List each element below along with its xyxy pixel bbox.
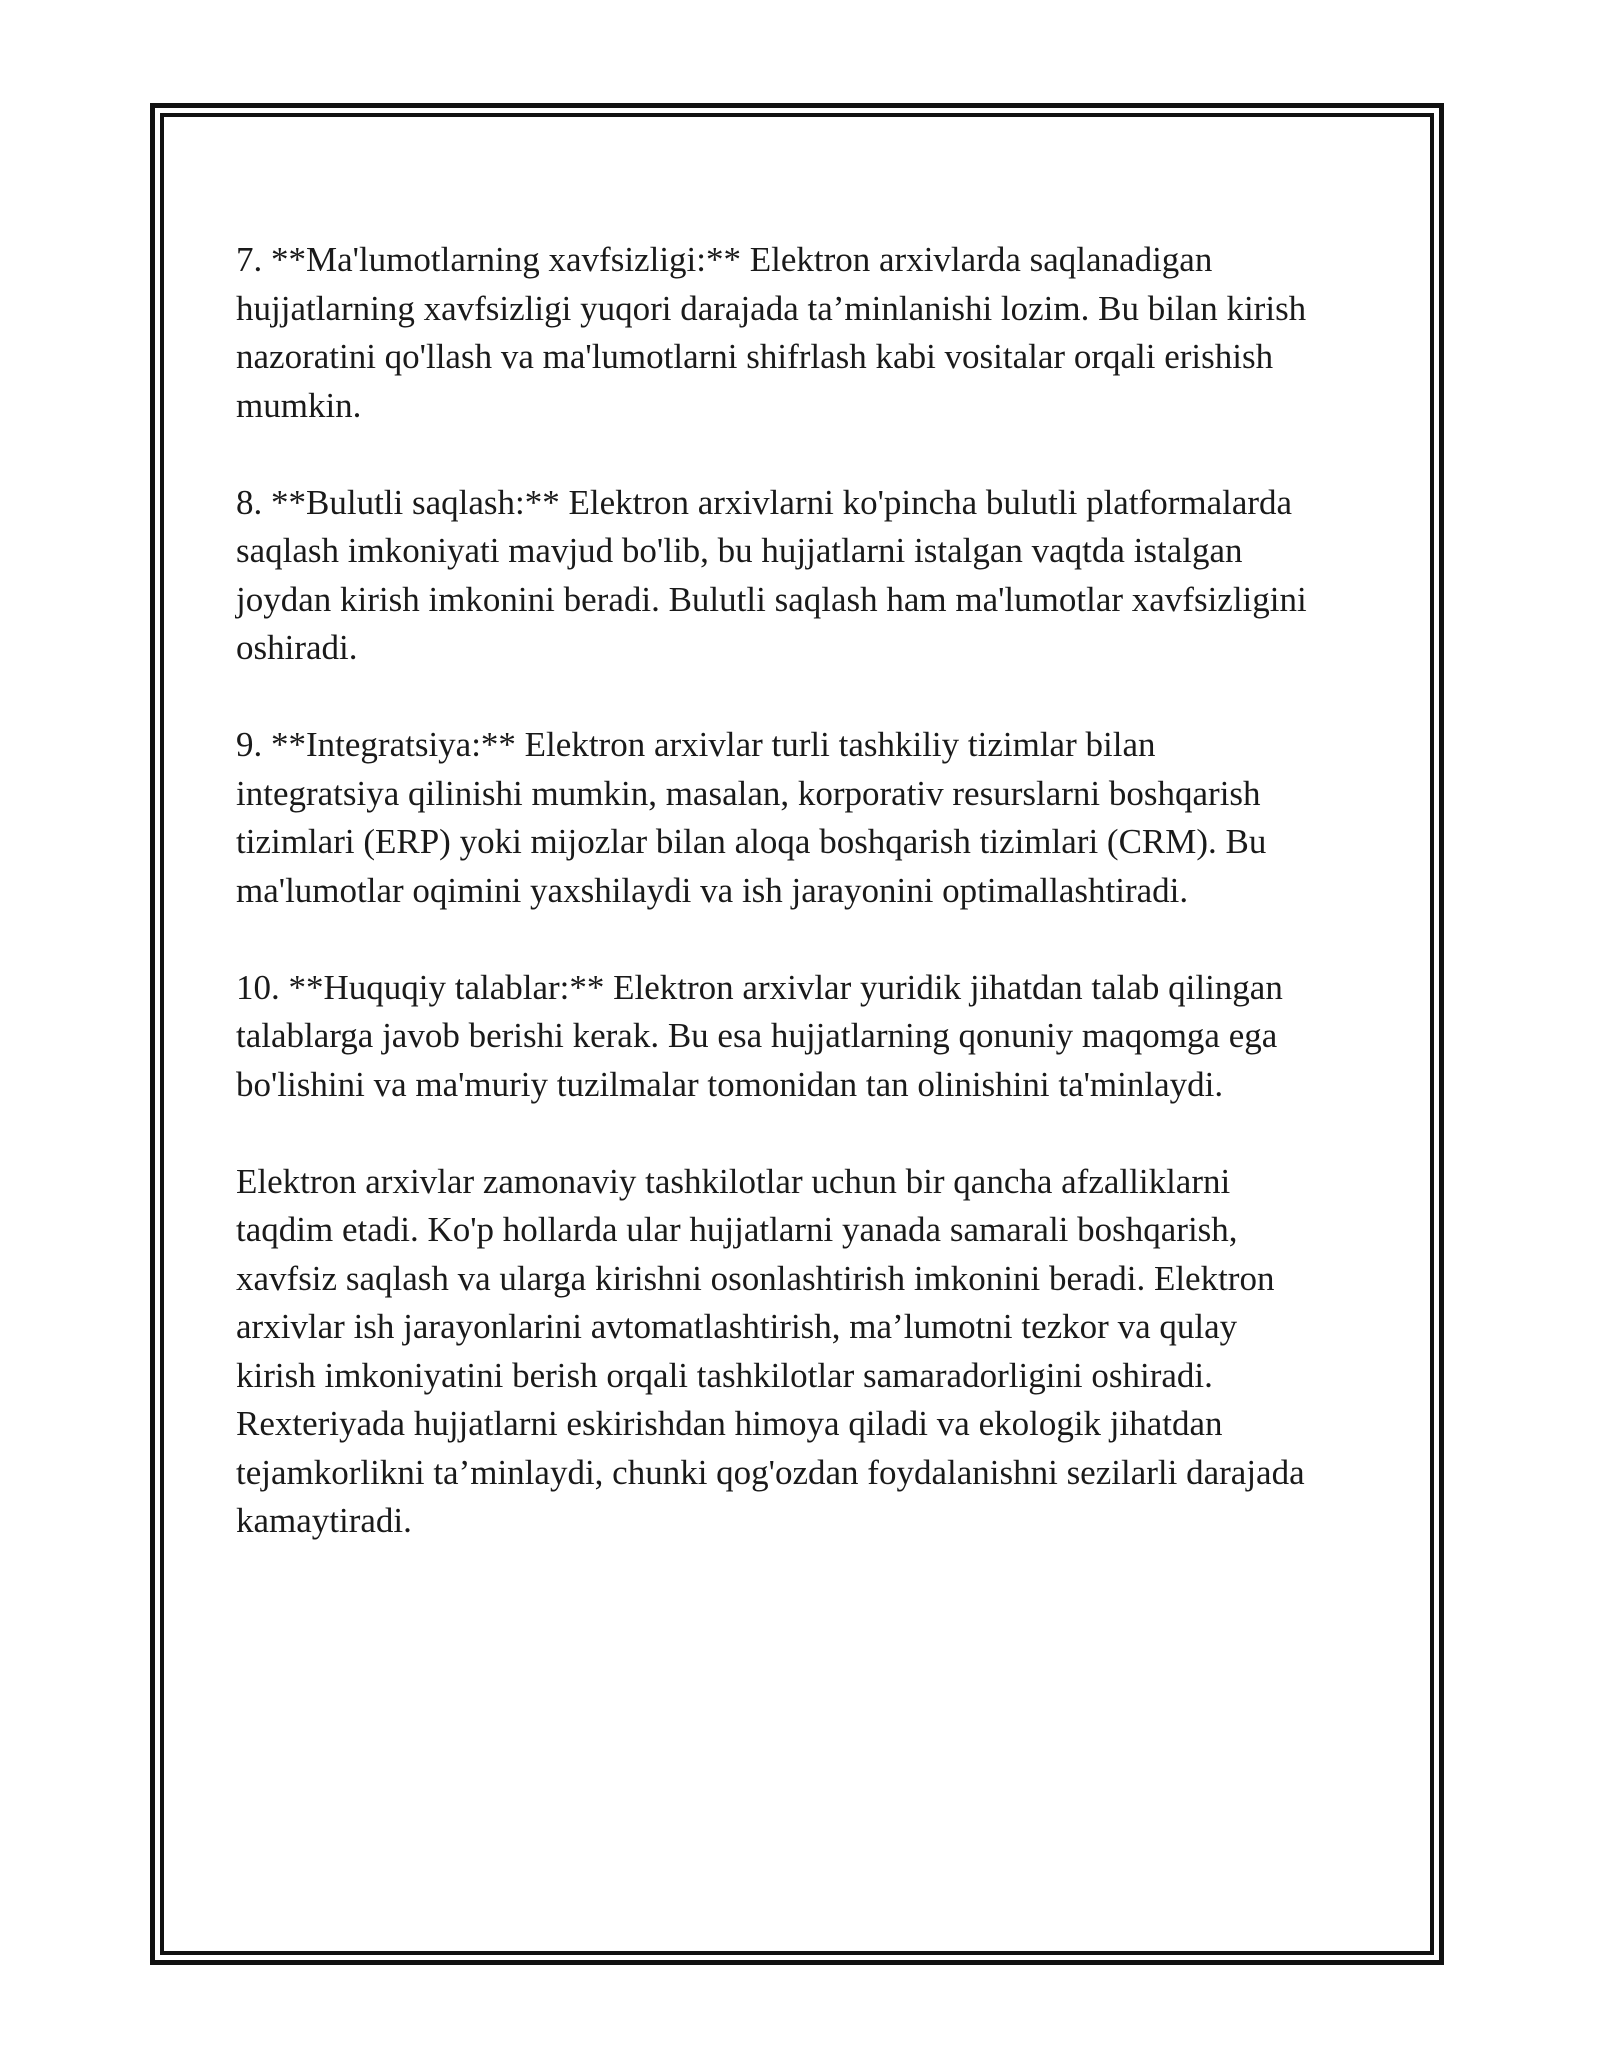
paragraph-data-security: 7. **Ma'lumotlarning xavfsizligi:** Elektron arxivlarda saqlanadigan hujjatlarning xavfsizligi yuqori darajada ta’minlanishi lozim. Bu bilan kirish nazoratini qo'llash va ma'lumotlarni shifrlash kabi vositalar orqali erishish mumkin. xyxy=(236,240,1307,425)
paragraph-integration: 9. **Integratsiya:** Elektron arxivlar turli tashkiliy tizimlar bilan integratsiya qilinishi mumkin, masalan, korporativ resurslarni boshqarish tizimlari (ERP) yoki mijozlar bilan aloqa boshqarish tizimlari (CRM). Bu ma'lumotlar oqimini yaxshilaydi va ish jarayonini optimallashtiradi. xyxy=(236,725,1267,910)
paragraph-cloud-storage: 8. **Bulutli saqlash:** Elektron arxivlarni ko'pincha bulutli platformalarda saqlash imkoniyati mavjud bo'lib, bu hujjatlarni istalgan vaqtda istalgan joydan kirish imkonini beradi. Bulutli saqlash ham ma'lumotlar xavfsizligini oshiradi. xyxy=(236,482,1307,667)
paragraph-legal-requirements: 10. **Huquqiy talablar:** Elektron arxivlar yuridik jihatdan talab qilingan talablarga javob berishi kerak. Bu esa hujjatlarning qonuniy maqomga ega bo'lishini va ma'muriy tuzilmalar tomonidan tan olinishini ta'minlaydi. xyxy=(236,967,1283,1104)
document-body xyxy=(236,236,1366,1594)
paragraph-conclusion: Elektron arxivlar zamonaviy tashkilotlar uchun bir qancha afzalliklarni taqdim etadi. Ko'p hollarda ular hujjatlarni yanada samarali boshqarish, xavfsiz saqlash va ularga kirishni osonlashtirish imkonini beradi. Elektron arxivlar ish jarayonlarini avtomatlashtirish, ma’lumotni tezkor va qulay kirish imkoniyatini berish orqali tashkilotlar samaradorligini oshiradi. Rexteriyada hujjatlarni eskirishdan himoya qiladi va ekologik jihatdan tejamkorlikni ta’minlaydi, chunki qog'ozdan foydalanishni sezilarli darajada kamaytiradi. xyxy=(236,1161,1305,1540)
